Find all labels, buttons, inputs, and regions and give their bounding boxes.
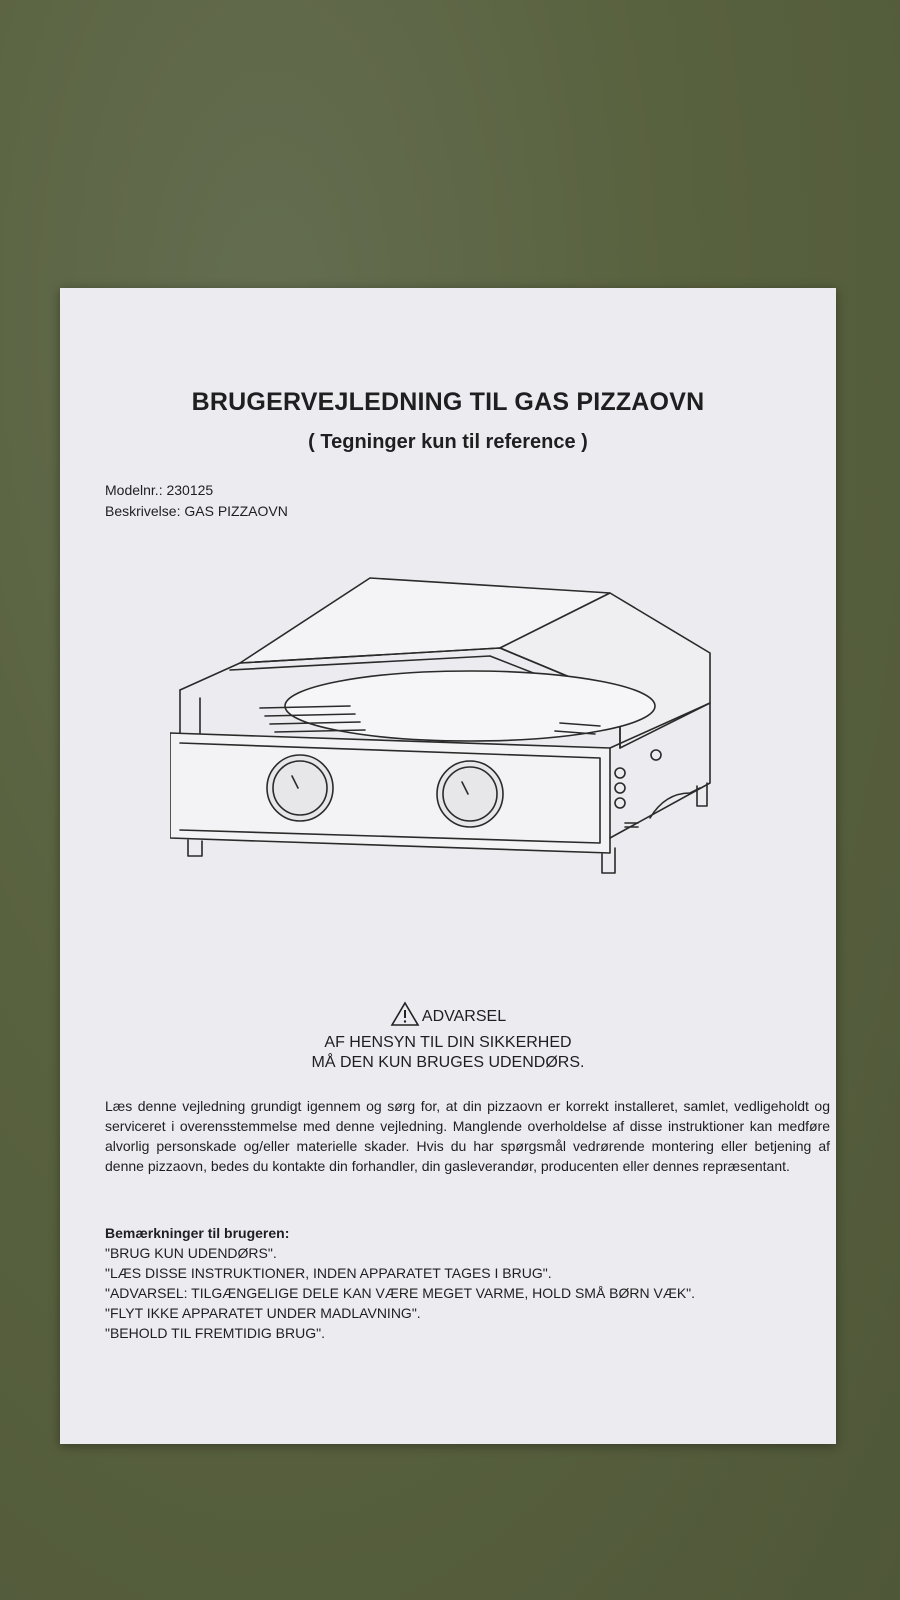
notes-item: "ADVARSEL: TILGÆNGELIGE DELE KAN VÆRE MEGET VARME, HOLD SMÅ BØRN VÆK".	[105, 1285, 696, 1301]
instructions-paragraph: Læs denne vejledning grundigt igennem og sørg for, at din pizzaovn er korrekt installeret, samlet, vedligeholdt og serviceret i overensstemmelse med denne vejledning. Manglende overholdelse af disse instruktioner kan medføre alvorlig personskade og/eller materielle skader. Hvis du har spørgsmål vedrørende montering eller betjening af denne pizzaovn, bedes du kontakte din forhandler, din gasleverandør, producenten eller dennes repræsentant.	[105, 1098, 830, 1174]
notes-item: "LÆS DISSE INSTRUKTIONER, INDEN APPARATET TAGES I BRUG".	[105, 1265, 552, 1281]
warning-heading: ADVARSEL	[421, 1008, 507, 1025]
warning-triangle-icon	[390, 1001, 420, 1027]
user-notes	[105, 1223, 830, 1343]
model-number: Modelnr.: 230125	[105, 482, 214, 498]
document-subtitle: ( Tegninger kun til reference )	[308, 431, 588, 453]
safety-warning	[60, 1001, 836, 1073]
gas-pizza-oven-drawing	[170, 548, 730, 888]
document-title: BRUGERVEJLEDNING TIL GAS PIZZAOVN	[191, 388, 705, 416]
notes-item: "FLYT IKKE APPARATET UNDER MADLAVNING".	[105, 1305, 421, 1321]
notes-item: "BEHOLD TIL FREMTIDIG BRUG".	[105, 1325, 325, 1341]
product-meta	[105, 480, 288, 522]
notes-heading: Bemærkninger til brugeren:	[105, 1225, 290, 1241]
manual-page	[60, 288, 836, 1444]
warning-line-1: AF HENSYN TIL DIN SIKKERHED	[324, 1034, 572, 1051]
notes-item: "BRUG KUN UDENDØRS".	[105, 1245, 277, 1261]
product-description: Beskrivelse: GAS PIZZAOVN	[105, 503, 288, 519]
warning-line-2: MÅ DEN KUN BRUGES UDENDØRS.	[311, 1054, 585, 1071]
